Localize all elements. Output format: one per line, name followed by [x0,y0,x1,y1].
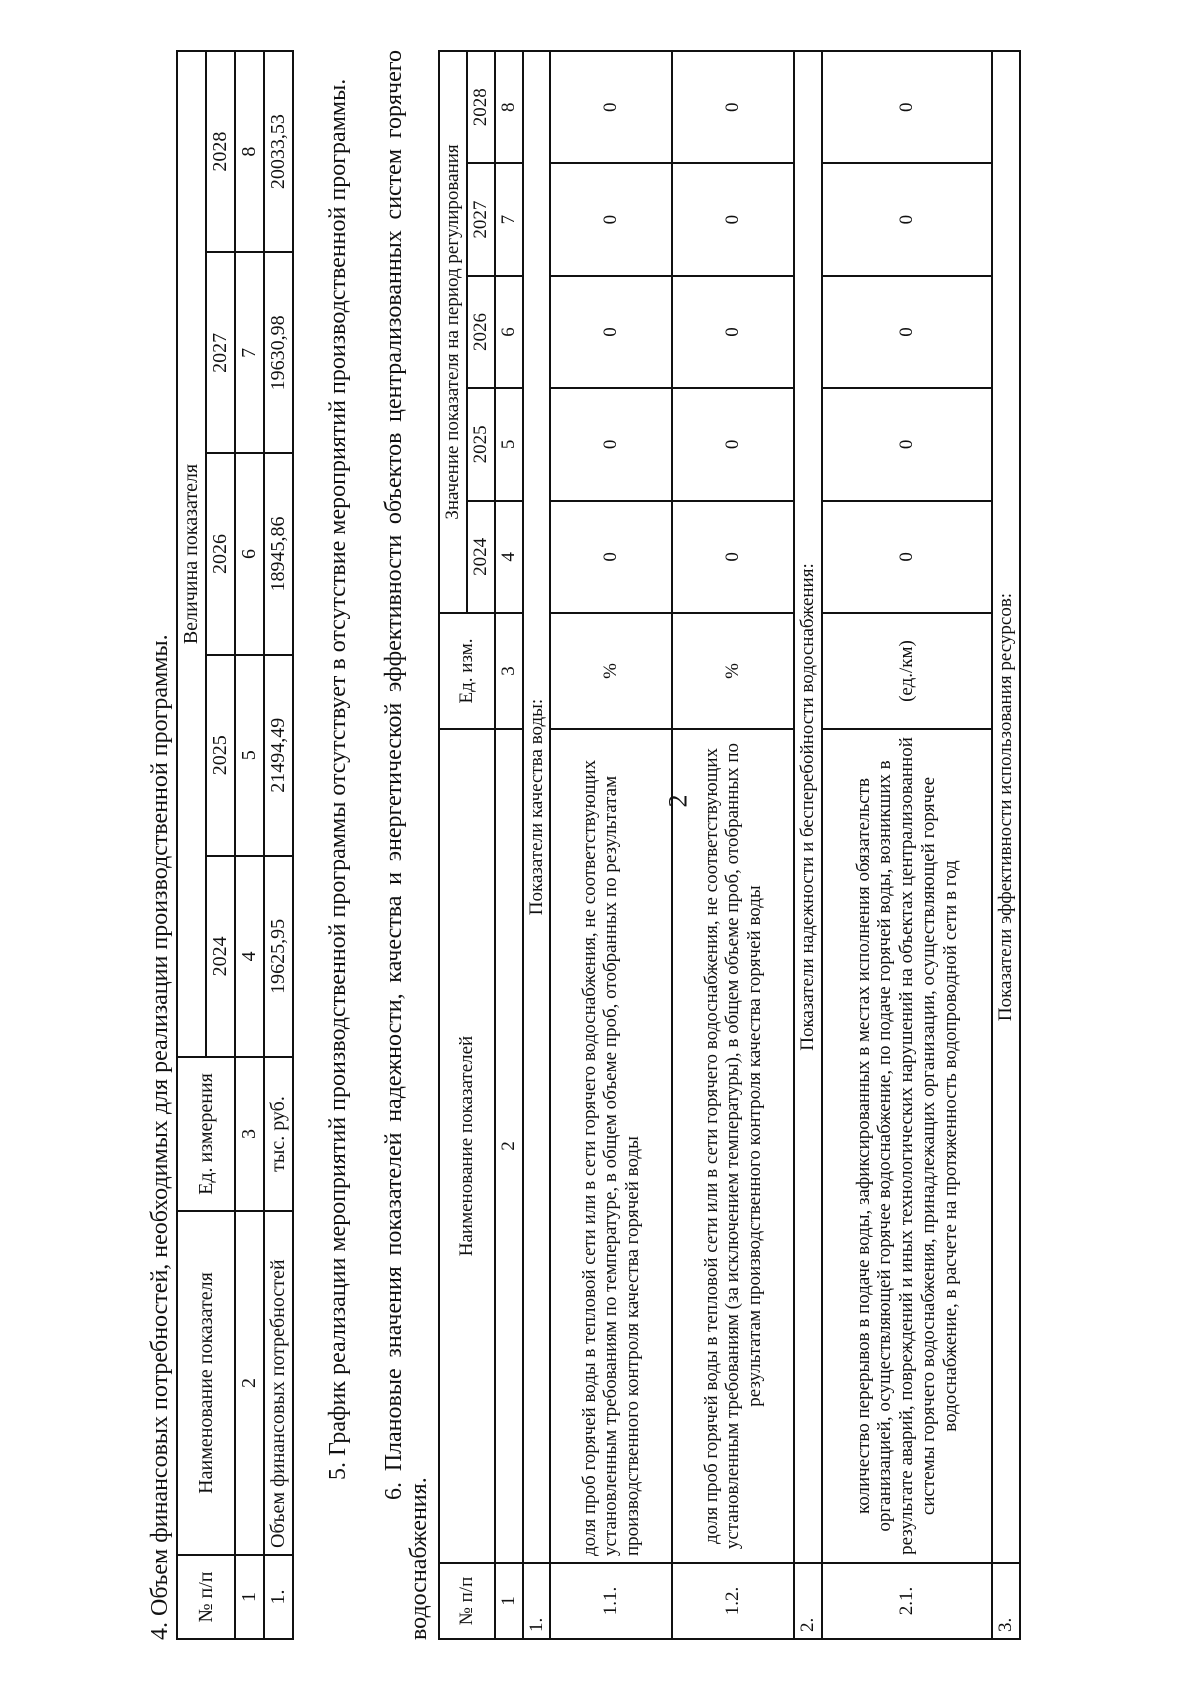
fin-index-cell: 6 [235,453,264,654]
group-header-row [794,51,822,1639]
landscape-content [90,50,1110,1640]
fin-index-cell: 3 [235,1057,264,1211]
fin-index-cell: 2 [235,1211,264,1555]
row-num: 1.2. [672,1563,794,1639]
fin-index-cell: 1 [235,1555,264,1639]
group-title: Показатели качества воды: [523,51,551,1563]
row-value: 0 [550,163,672,275]
ind-header-unit: Ед. изм. [439,613,495,729]
ind-index-cell: 4 [495,501,523,613]
ind-index-cell: 1 [495,1563,523,1639]
ind-header-num: № п/п [439,1563,495,1639]
section-4-title: 4. Объем финансовых потребностей, необходимых для реализации производственной программы. [147,634,173,1640]
row-unit: (ед./км) [822,613,992,729]
fin-header-num: № п/п [177,1555,235,1639]
fin-year: 2028 [206,51,235,252]
page-number: 2 [663,794,693,808]
row-value: 0 [822,163,992,275]
group-title: Показатели эффективности использования ресурсов: [992,51,1020,1563]
row-value: 0 [550,501,672,613]
row-value: 0 [672,388,794,500]
ind-header-name: Наименование показателей [439,729,495,1563]
row-num: 2.1. [822,1563,992,1639]
ind-header-value: Значение показателя на период регулирования [439,51,467,613]
ind-index-cell: 5 [495,388,523,500]
section-6-text: 6. Плановые значения показателей надежности, качества и энергетической эффективности объектов централизованных систем горячего водоснабжения. [381,50,433,1640]
row-value: 0 [550,388,672,500]
row-unit: % [672,613,794,729]
group-header-row [523,51,551,1639]
table-row [822,51,992,1639]
fin-year: 2026 [206,453,235,654]
table-row [264,51,293,1639]
row-value: 0 [550,51,672,163]
fin-row-value: 19630,98 [264,252,293,453]
group-num: 1. [523,1563,551,1639]
fin-row-num: 1. [264,1555,293,1639]
fin-index-cell: 7 [235,252,264,453]
table-row [672,51,794,1639]
row-value: 0 [822,501,992,613]
fin-header-name: Наименование показателя [177,1211,235,1555]
fin-index-cell: 5 [235,655,264,856]
ind-index-cell: 3 [495,613,523,729]
group-num: 2. [794,1563,822,1639]
indicators-table [438,50,1021,1640]
ind-year: 2028 [467,51,495,163]
ind-index-cell: 7 [495,163,523,275]
fin-header-unit: Ед. измерения [177,1057,235,1211]
fin-row-name: Объем финансовых потребностей [264,1211,293,1555]
row-value: 0 [672,276,794,388]
ind-year: 2025 [467,388,495,500]
table-row [550,51,672,1639]
row-value: 0 [822,388,992,500]
group-num: 3. [992,1563,1020,1639]
row-name: доля проб горячей воды в тепловой сети или в сети горячего водоснабжения, не соответствующих установленным требованиям по температуре, в общем объеме проб, отобранных по результатам производственного контроля качества горячей воды [550,729,672,1563]
group-header-row [992,51,1020,1639]
section-5-text: 5. График реализации мероприятий производственной программы отсутствует в отсутствие мероприятий производственной программы. [325,78,351,1480]
row-value: 0 [822,51,992,163]
row-unit: % [550,613,672,729]
row-value: 0 [672,163,794,275]
fin-year: 2025 [206,655,235,856]
ind-year: 2027 [467,163,495,275]
ind-year: 2026 [467,276,495,388]
fin-row-value: 19625,95 [264,856,293,1057]
row-value: 0 [672,51,794,163]
ind-index-cell: 8 [495,51,523,163]
row-name: количество перерывов в подаче воды, зафиксированных в местах исполнения обязательств организацией, осуществляющей горячее водоснабжение, по подаче горячей воды, возникших в результате аварий, повреждений и иных технологических нарушений на объектах централизованной системы горячего водоснабжения, принадлежащих организации, осуществляющей горячее водоснабжение, в расчете на протяженность водопроводной сети в год [822,729,992,1563]
row-name: доля проб горячей воды в тепловой сети или в сети горячего водоснабжения, не соответствующих установленным требованиям (за исключением температуры), в общем объеме проб, отобранных по результатам производственного контроля качества горячей воды [672,729,794,1563]
ind-index-cell: 6 [495,276,523,388]
fin-index-row [235,51,264,1639]
ind-index-row [495,51,523,1639]
row-value: 0 [822,276,992,388]
fin-row-value: 18945,86 [264,453,293,654]
fin-header-value: Величина показателя [177,51,206,1057]
row-value: 0 [672,501,794,613]
row-num: 1.1. [550,1563,672,1639]
fin-row-value: 20033,53 [264,51,293,252]
fin-row-value: 21494,49 [264,655,293,856]
financial-needs-table [176,50,294,1640]
fin-row-unit: тыс. руб. [264,1057,293,1211]
ind-index-cell: 2 [495,729,523,1563]
fin-year: 2024 [206,856,235,1057]
fin-year: 2027 [206,252,235,453]
row-value: 0 [550,276,672,388]
fin-index-cell: 8 [235,51,264,252]
fin-index-cell: 4 [235,856,264,1057]
group-title: Показатели надежности и бесперебойности водоснабжения: [794,51,822,1563]
ind-year: 2024 [467,501,495,613]
